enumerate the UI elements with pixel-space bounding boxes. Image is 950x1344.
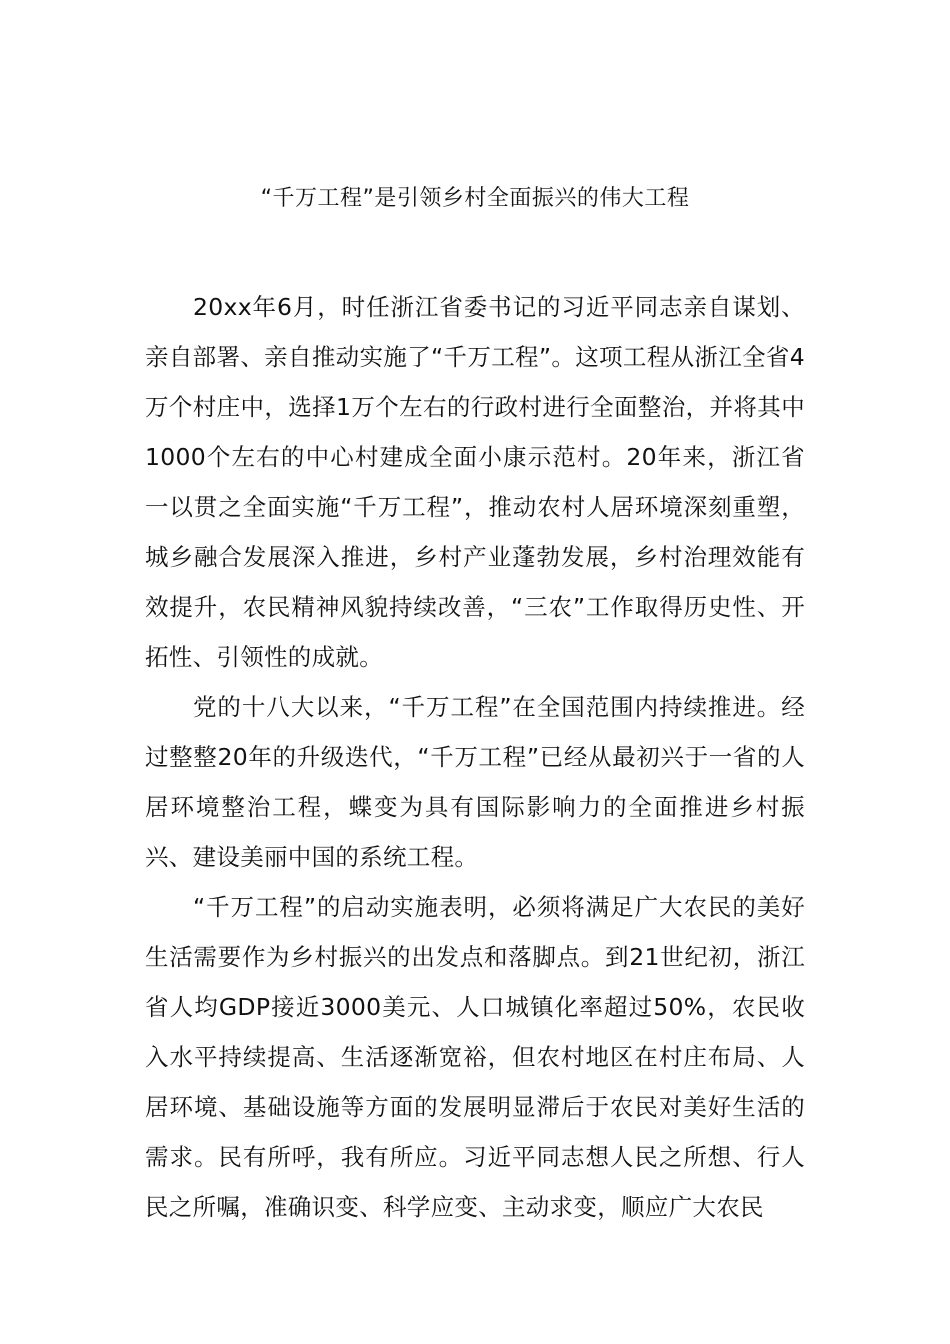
document-body bbox=[145, 282, 805, 1232]
paragraph-2: 党的十八大以来，“千万工程”在全国范围内持续推进。经过整整20年的升级迭代，“千万工程”已经从最初兴于一省的人居环境整治工程，蝶变为具有国际影响力的全面推进乡村振兴、建设美丽中国的系统工程。 bbox=[145, 693, 805, 871]
paragraph-1: 20xx年6月，时任浙江省委书记的习近平同志亲自谋划、亲自部署、亲自推动实施了“千万工程”。这项工程从浙江全省4万个村庄中，选择1万个左右的行政村进行全面整治，并将其中1000个左右的中心村建成全面小康示范村。20年来，浙江省一以贯之全面实施“千万工程”，推动农村人居环境深刻重塑，城乡融合发展深入推进，乡村产业蓬勃发展，乡村治理效能有效提升，农民精神风貌持续改善，“三农”工作取得历史性、开拓性、引领性的成就。 bbox=[145, 293, 805, 671]
document-title: “千万工程”是引领乡村全面振兴的伟大工程 bbox=[260, 186, 690, 211]
paragraph-3: “千万工程”的启动实施表明，必须将满足广大农民的美好生活需要作为乡村振兴的出发点和落脚点。到21世纪初，浙江省人均GDP接近3000美元、人口城镇化率超过50%，农民收入水平持续提高、生活逐渐宽裕，但农村地区在村庄布局、人居环境、基础设施等方面的发展明显滞后于农民对美好生活的需求。民有所呼，我有所应。习近平同志想人民之所想、行人民之所嘱，准确识变、科学应变、主动求变，顺应广大农民 bbox=[145, 893, 805, 1221]
